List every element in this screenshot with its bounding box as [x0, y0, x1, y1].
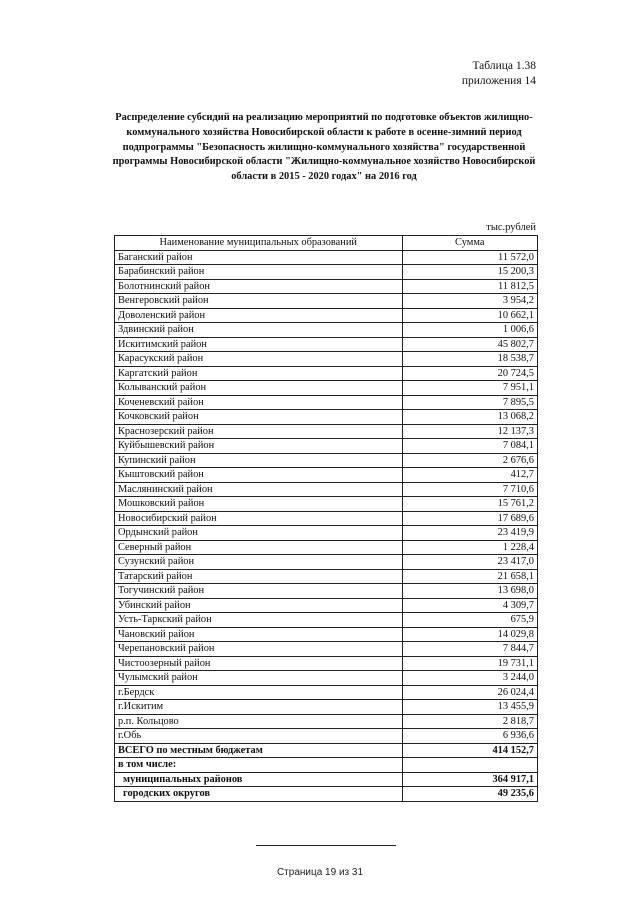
table-row	[115, 410, 538, 425]
municipality-name: Искитимский район	[115, 337, 403, 352]
table-row	[115, 511, 538, 526]
municipality-name: Татарский район	[115, 569, 403, 584]
table-row	[115, 482, 538, 497]
subsidy-amount: 3 244,0	[402, 671, 538, 686]
subsidy-amount: 15 761,2	[402, 497, 538, 512]
subsidy-amount: 3 954,2	[402, 294, 538, 309]
table-row	[115, 453, 538, 468]
table-row	[115, 279, 538, 294]
table-row	[115, 772, 538, 787]
subsidy-amount: 7 895,5	[402, 395, 538, 410]
municipality-name: Баганский район	[115, 250, 403, 265]
subsidy-amount: 18 538,7	[402, 352, 538, 367]
subsidy-amount: 6 936,6	[402, 729, 538, 744]
table-row	[115, 540, 538, 555]
municipality-name: Кочковский район	[115, 410, 403, 425]
subsidy-table	[114, 235, 538, 802]
municipality-name: Мошковский район	[115, 497, 403, 512]
municipality-name: Куйбышевский район	[115, 439, 403, 454]
document-title: Распределение субсидий на реализацию мероприятий по подготовке объектов жилищно-коммунального хозяйства Новосибирской области к работе в осенне-зимний период подпрограммы "Безопасность жилищно-коммунального хозяйства" государственной программы Новосибирской области "Жилищно-коммунальное хозяйство Новосибирской области в 2015 - 2020 годах" на 2016 год	[112, 112, 536, 183]
municipality-name: Убинский район	[115, 598, 403, 613]
municipality-name: г.Обь	[115, 729, 403, 744]
table-row	[115, 743, 538, 758]
table-row	[115, 424, 538, 439]
subsidy-amount: 412,7	[402, 468, 538, 483]
subsidy-amount: 21 658,1	[402, 569, 538, 584]
table-row	[115, 366, 538, 381]
municipality-name: Маслянинский район	[115, 482, 403, 497]
subsidy-amount: 23 417,0	[402, 555, 538, 570]
subsidy-amount: 14 029,8	[402, 627, 538, 642]
table-row	[115, 598, 538, 613]
subsidy-amount: 7 084,1	[402, 439, 538, 454]
table-row	[115, 685, 538, 700]
municipality-name: Купинский район	[115, 453, 403, 468]
table-header-row	[115, 236, 538, 251]
table-row	[115, 656, 538, 671]
table-body	[115, 250, 538, 801]
subsidy-amount: 4 309,7	[402, 598, 538, 613]
table-row	[115, 337, 538, 352]
table-row	[115, 758, 538, 773]
municipality-name: Барабинский район	[115, 265, 403, 280]
municipality-name: Здвинский район	[115, 323, 403, 338]
subsidy-amount: 1 228,4	[402, 540, 538, 555]
table-row	[115, 308, 538, 323]
subsidy-amount: 7 844,7	[402, 642, 538, 657]
appendix-reference: приложения 14	[461, 75, 536, 87]
municipality-name: муниципальных районов	[115, 772, 403, 787]
table-row	[115, 323, 538, 338]
table-row	[115, 569, 538, 584]
subsidy-amount: 414 152,7	[402, 743, 538, 758]
municipality-name: Кыштовский район	[115, 468, 403, 483]
subsidy-amount: 45 802,7	[402, 337, 538, 352]
municipality-name: Усть-Таркский район	[115, 613, 403, 628]
subsidy-amount: 11 572,0	[402, 250, 538, 265]
municipality-name: Краснозерский район	[115, 424, 403, 439]
table-row	[115, 714, 538, 729]
subsidy-amount: 2 676,6	[402, 453, 538, 468]
municipality-name: городских округов	[115, 787, 403, 802]
municipality-name: Венгеровский район	[115, 294, 403, 309]
subsidy-amount	[402, 758, 538, 773]
subsidy-amount: 7 710,6	[402, 482, 538, 497]
municipality-name: Болотнинский район	[115, 279, 403, 294]
table-row	[115, 729, 538, 744]
subsidy-amount: 17 689,6	[402, 511, 538, 526]
municipality-name: Северный район	[115, 540, 403, 555]
subsidy-amount: 26 024,4	[402, 685, 538, 700]
municipality-name: Карасукский район	[115, 352, 403, 367]
municipality-name: Чановский район	[115, 627, 403, 642]
table-row	[115, 526, 538, 541]
municipality-name: Черепановский район	[115, 642, 403, 657]
municipality-name: г.Бердск	[115, 685, 403, 700]
table-row	[115, 555, 538, 570]
municipality-name: Новосибирский район	[115, 511, 403, 526]
subsidy-amount: 12 137,3	[402, 424, 538, 439]
municipality-name: Каргатский район	[115, 366, 403, 381]
subsidy-amount: 7 951,1	[402, 381, 538, 396]
units-label: тыс.рублей	[486, 222, 536, 233]
table-row	[115, 265, 538, 280]
table-row	[115, 294, 538, 309]
column-header-amount: Сумма	[402, 236, 538, 251]
municipality-name: г.Искитим	[115, 700, 403, 715]
table-row	[115, 627, 538, 642]
subsidy-amount: 13 068,2	[402, 410, 538, 425]
subsidy-amount: 20 724,5	[402, 366, 538, 381]
municipality-name: Сузунский район	[115, 555, 403, 570]
subsidy-amount: 49 235,6	[402, 787, 538, 802]
table-row	[115, 584, 538, 599]
table-row	[115, 642, 538, 657]
subsidy-amount: 11 812,5	[402, 279, 538, 294]
municipality-name: ВСЕГО по местным бюджетам	[115, 743, 403, 758]
subsidy-amount: 364 917,1	[402, 772, 538, 787]
municipality-name: Чистоозерный район	[115, 656, 403, 671]
municipality-name: Доволенский район	[115, 308, 403, 323]
table-row	[115, 787, 538, 802]
municipality-name: Коченевский район	[115, 395, 403, 410]
table-row	[115, 613, 538, 628]
table-row	[115, 700, 538, 715]
table-number: Таблица 1.38	[472, 60, 536, 72]
table-row	[115, 250, 538, 265]
subsidy-amount: 13 455,9	[402, 700, 538, 715]
municipality-name: Чулымский район	[115, 671, 403, 686]
subsidy-amount: 675,9	[402, 613, 538, 628]
table-row	[115, 468, 538, 483]
subsidy-amount: 19 731,1	[402, 656, 538, 671]
subsidy-amount: 2 818,7	[402, 714, 538, 729]
municipality-name: в том числе:	[115, 758, 403, 773]
municipality-name: Тогучинский район	[115, 584, 403, 599]
table-row	[115, 381, 538, 396]
subsidy-amount: 15 200,3	[402, 265, 538, 280]
municipality-name: Ордынский район	[115, 526, 403, 541]
table-row	[115, 497, 538, 512]
table-row	[115, 395, 538, 410]
municipality-name: р.п. Кольцово	[115, 714, 403, 729]
column-header-name: Наименование муниципальных образований	[115, 236, 403, 251]
subsidy-amount: 23 419,9	[402, 526, 538, 541]
table-row	[115, 439, 538, 454]
footer-divider	[256, 845, 396, 846]
table-row	[115, 352, 538, 367]
subsidy-amount: 13 698,0	[402, 584, 538, 599]
subsidy-amount: 10 662,1	[402, 308, 538, 323]
table-row	[115, 671, 538, 686]
municipality-name: Колыванский район	[115, 381, 403, 396]
page-number: Страница 19 из 31	[276, 867, 364, 878]
subsidy-amount: 1 006,6	[402, 323, 538, 338]
